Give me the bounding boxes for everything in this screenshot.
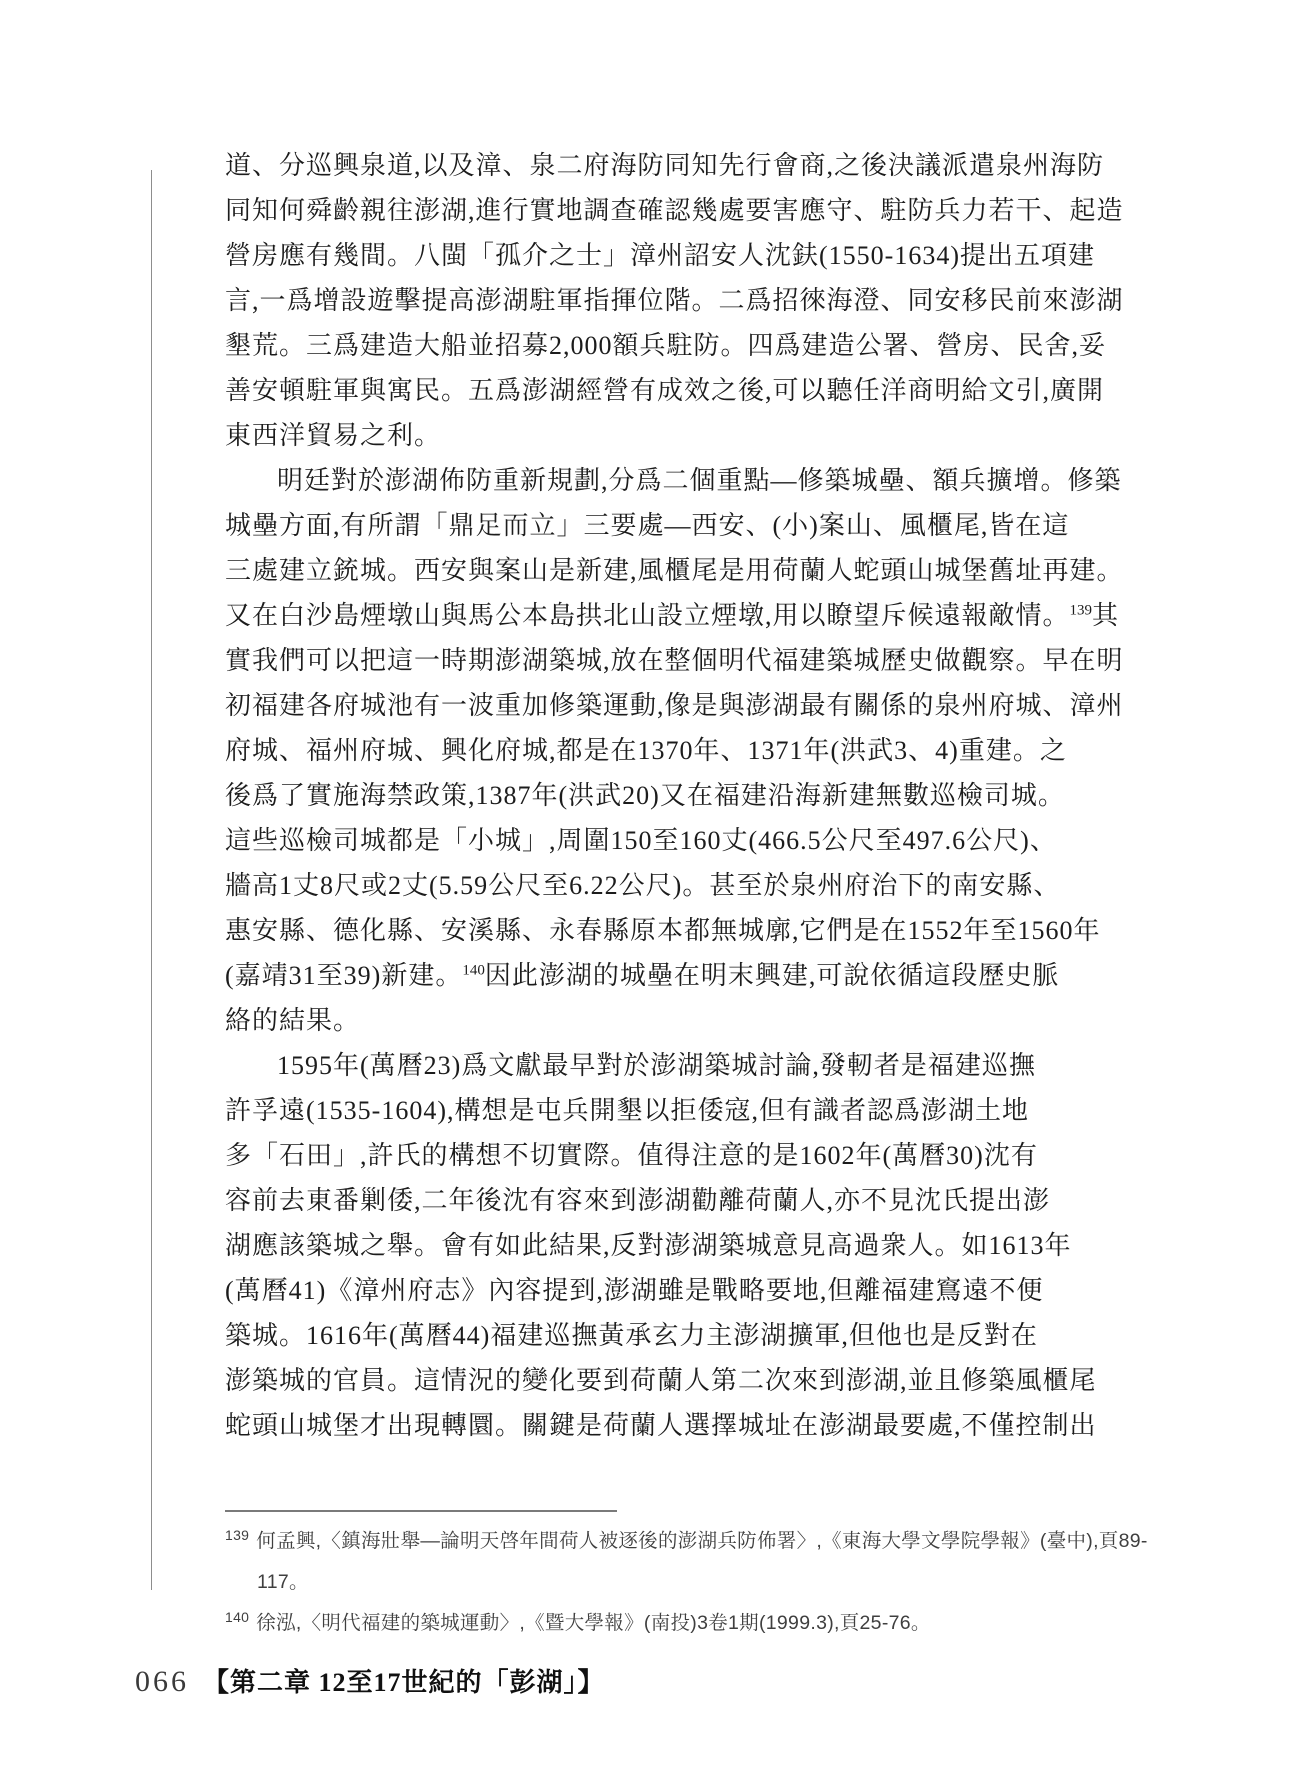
footnote-line: $^{139}$ 何孟興,〈鎮海壯舉—論明天啓年間荷人被逐後的澎湖兵防佈署〉,《東海大學文學院學報》(臺中),頁89- — [225, 1526, 1148, 1552]
body-line: 善安頓駐軍與寓民。五爲澎湖經營有成效之後,可以聽任洋商明給文引,廣開 — [225, 376, 1105, 405]
body-text — [225, 143, 1124, 1448]
body-line: 言,一爲增設遊擊提高澎湖駐軍指揮位階。二爲招徠海澄、同安移民前來澎湖 — [225, 286, 1124, 315]
body-line: 又在白沙島煙墩山與馬公本島拱北山設立煙墩,用以瞭望斥候遠報敵情。$^{139}$其 — [225, 601, 1120, 630]
body-line: 府城、福州府城、興化府城,都是在1370年、1371年(洪武3、4)重建。之 — [225, 736, 1067, 765]
body-line: 許孚遠(1535-1604),構想是屯兵開墾以拒倭寇,但有識者認爲澎湖土地 — [225, 1096, 1029, 1125]
body-line: 多「石田」,許氏的構想不切實際。值得注意的是1602年(萬曆30)沈有 — [225, 1141, 1038, 1170]
paragraph — [225, 1043, 1097, 1448]
body-line: 同知何舜齡親往澎湖,進行實地調查確認幾處要害應守、駐防兵力若干、起造 — [225, 196, 1124, 225]
footnote-separator — [225, 1510, 617, 1512]
body-line: 墾荒。三爲建造大船並招募2,000額兵駐防。四爲建造公署、營房、民舍,妥 — [225, 331, 1107, 360]
body-line: 營房應有幾間。八閩「孤介之士」漳州詔安人沈鈇(1550-1634)提出五項建 — [225, 241, 1095, 270]
body-line: 蛇頭山城堡才出現轉圜。關鍵是荷蘭人選擇城址在澎湖最要處,不僅控制出 — [225, 1411, 1097, 1440]
footnote-line: 117。 — [257, 1571, 309, 1593]
footnote — [225, 1603, 1055, 1644]
footnotes — [225, 1521, 1148, 1644]
body-line: 1595年(萬曆23)爲文獻最早對於澎湖築城討論,發軔者是福建巡撫 — [277, 1051, 1036, 1080]
body-line: 惠安縣、德化縣、安溪縣、永春縣原本都無城廓,它們是在1552年至1560年 — [225, 916, 1101, 945]
body-line: 三處建立銃城。西安與案山是新建,風櫃尾是用荷蘭人蛇頭山城堡舊址再建。 — [225, 556, 1124, 585]
footnote-ref: 139 — [1069, 602, 1093, 619]
body-line: 東西洋貿易之利。 — [225, 421, 442, 450]
body-line: 這些巡檢司城都是「小城」,周圍150至160丈(466.5公尺至497.6公尺)、 — [225, 826, 1057, 855]
page-footer — [135, 1662, 605, 1699]
body-line: 絡的結果。 — [225, 1006, 361, 1035]
body-line: (嘉靖31至39)新建。$^{140}$因此澎湖的城壘在明末興建,可說依循這段歷史脈 — [225, 961, 1060, 990]
page-number: 066 — [135, 1665, 189, 1698]
body-line: 初福建各府城池有一波重加修築運動,像是與澎湖最有關係的泉州府城、漳州 — [225, 691, 1124, 720]
body-line: 實我們可以把這一時期澎湖築城,放在整個明代福建築城歷史做觀察。早在明 — [225, 646, 1124, 675]
paragraph — [225, 143, 1124, 458]
chapter-title: 【第二章 12至17世紀的「彭湖」】 — [203, 1668, 605, 1697]
footnote-ref: 140 — [462, 962, 485, 979]
body-line: 牆高1丈8尺或2丈(5.59公尺至6.22公尺)。甚至於泉州府治下的南安縣、 — [225, 871, 1061, 900]
body-line: 湖應該築城之舉。會有如此結果,反對澎湖築城意見高過衆人。如1613年 — [225, 1231, 1072, 1260]
body-line: (萬曆41)《漳州府志》內容提到,澎湖雖是戰略要地,但離福建窵遠不便 — [225, 1276, 1044, 1305]
footnote-marker: 139 — [225, 1526, 250, 1543]
body-line: 築城。1616年(萬曆44)福建巡撫黃承玄力主澎湖擴軍,但他也是反對在 — [225, 1321, 1038, 1350]
body-line: 道、分巡興泉道,以及漳、泉二府海防同知先行會商,之後決議派遣泉州海防 — [225, 151, 1105, 180]
body-line: 後爲了實施海禁政策,1387年(洪武20)又在福建沿海新建無數巡檢司城。 — [225, 781, 1065, 810]
footnote-line: $^{140}$ 徐泓,〈明代福建的築城運動〉,《暨大學報》(南投)3卷1期(1999.3),頁25-76。 — [225, 1608, 931, 1634]
left-margin-rule — [151, 170, 152, 1590]
body-line: 容前去東番剿倭,二年後沈有容來到澎湖勸離荷蘭人,亦不見沈氏提出澎 — [225, 1186, 1051, 1215]
footnote — [225, 1521, 1148, 1603]
footnote-marker: 140 — [225, 1608, 250, 1625]
paragraph — [225, 458, 1124, 1043]
body-line: 明廷對於澎湖佈防重新規劃,分爲二個重點—修築城壘、額兵擴增。修築 — [277, 466, 1122, 495]
body-line: 城壘方面,有所謂「鼎足而立」三要處—西安、(小)案山、風櫃尾,皆在這 — [225, 511, 1070, 540]
body-line: 澎築城的官員。這情況的變化要到荷蘭人第二次來到澎湖,並且修築風櫃尾 — [225, 1366, 1097, 1395]
